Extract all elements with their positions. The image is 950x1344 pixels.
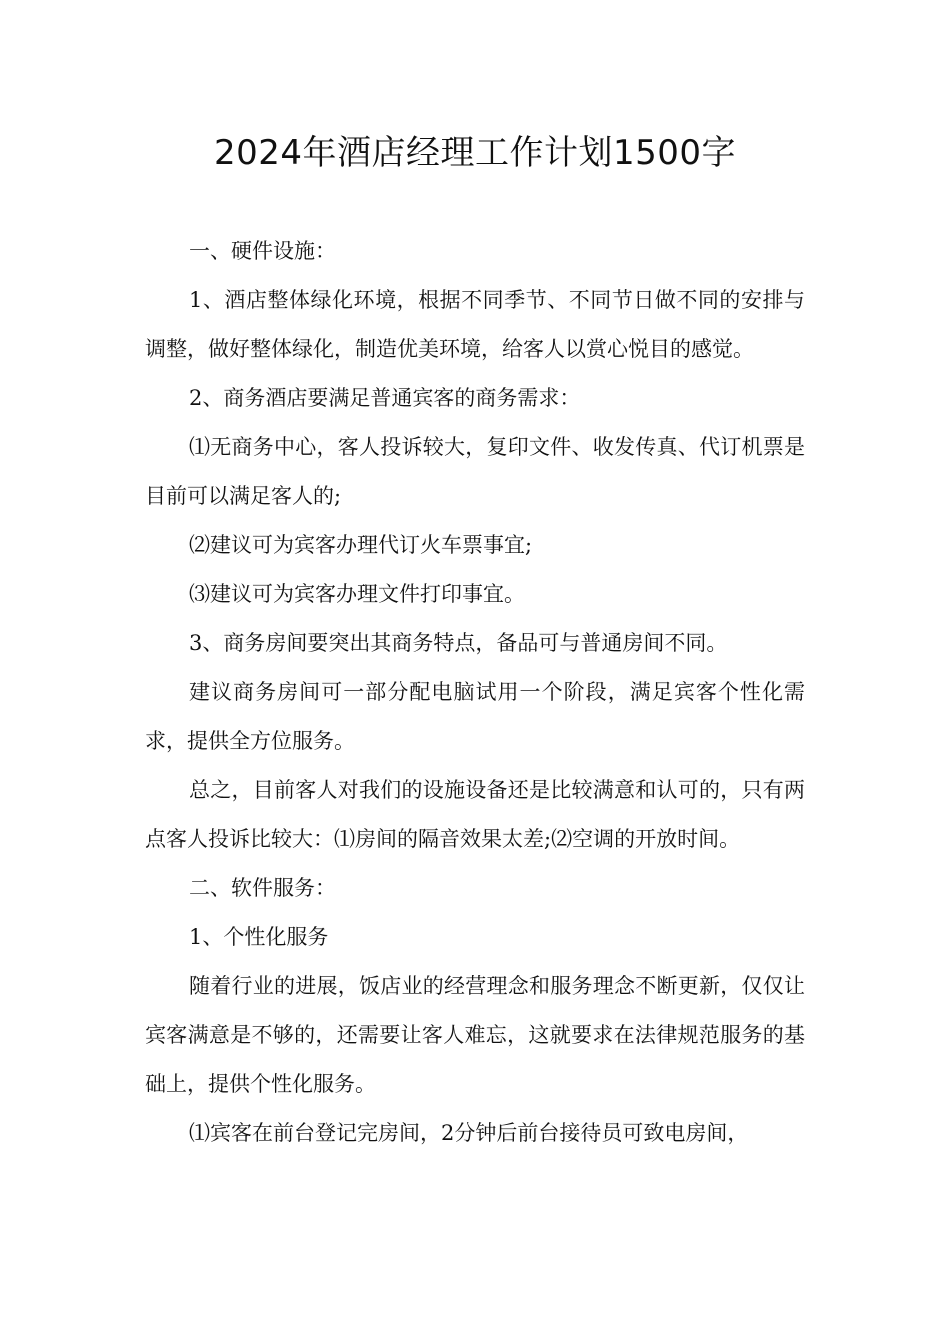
paragraph: 建议商务房间可一部分配电脑试用一个阶段，满足宾客个性化需求，提供全方位服务。	[145, 680, 805, 753]
section-heading-hardware: 一、硬件设施：	[189, 239, 336, 263]
paragraph: 随着行业的进展，饭店业的经营理念和服务理念不断更新，仅仅让宾客满意是不够的，还需要让客人难忘，这就要求在法律规范服务的基础上，提供个性化服务。	[145, 974, 805, 1096]
paragraph: 3、商务房间要突出其商务特点，备品可与普通房间不同。	[189, 631, 728, 655]
document-title: 2024年酒店经理工作计划1500字	[213, 133, 737, 173]
paragraph: 2、商务酒店要满足普通宾客的商务需求：	[189, 386, 581, 410]
paragraph: ⑴无商务中心，客人投诉较大，复印文件、收发传真、代订机票是目前可以满足客人的;	[145, 435, 805, 508]
document-body	[145, 227, 805, 1158]
paragraph: ⑵建议可为宾客办理代订火车票事宜;	[189, 533, 533, 557]
paragraph: 总之，目前客人对我们的设施设备还是比较满意和认可的，只有两点客人投诉比较大：⑴房间的隔音效果太差;⑵空调的开放时间。	[145, 778, 805, 851]
paragraph: 1、个性化服务	[189, 925, 329, 949]
paragraph: ⑴宾客在前台登记完房间，2分钟后前台接待员可致电房间，	[189, 1121, 749, 1145]
paragraph: ⑶建议可为宾客办理文件打印事宜。	[189, 582, 525, 606]
section-heading-software: 二、软件服务：	[189, 876, 336, 900]
paragraph: 1、酒店整体绿化环境，根据不同季节、不同节日做不同的安排与调整，做好整体绿化，制造优美环境，给客人以赏心悦目的感觉。	[145, 288, 805, 361]
